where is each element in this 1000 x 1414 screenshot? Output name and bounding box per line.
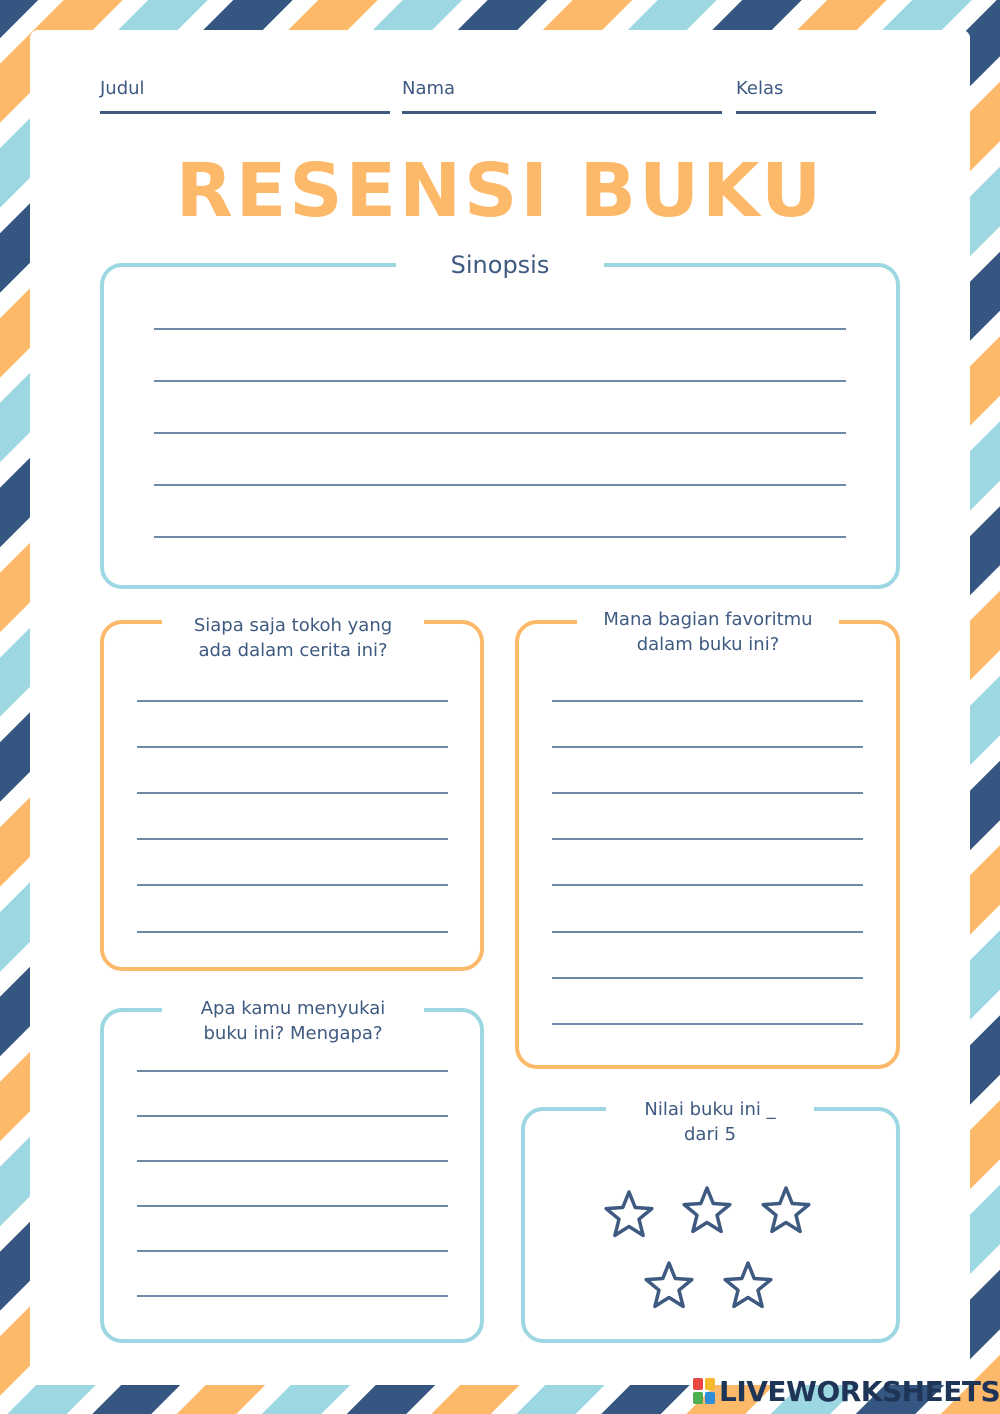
tokoh-title-line2: ada dalam cerita ini? [198, 640, 388, 661]
suka-title [162, 996, 424, 1046]
judul-label: Judul [100, 78, 145, 99]
tokoh-line[interactable] [137, 884, 448, 886]
tokoh-line[interactable] [137, 931, 448, 933]
liveworksheets-logo [693, 1373, 1000, 1409]
nama-field[interactable] [402, 78, 722, 114]
suka-line[interactable] [137, 1205, 448, 1207]
sinopsis-title: Sinopsis [396, 250, 604, 280]
suka-title-line2: buku ini? Mengapa? [203, 1023, 383, 1044]
favorit-line[interactable] [552, 792, 863, 794]
page-title: RESENSI BUKU [175, 148, 825, 234]
sinopsis-line[interactable] [154, 380, 846, 382]
tokoh-title-line1: Siapa saja tokoh yang [193, 615, 393, 636]
tokoh-line[interactable] [137, 746, 448, 748]
star-icon[interactable] [679, 1183, 735, 1239]
star-icon[interactable] [641, 1258, 697, 1314]
favorit-title-line2: dalam buku ini? [636, 634, 780, 655]
sinopsis-line[interactable] [154, 536, 846, 538]
favorit-line[interactable] [552, 977, 863, 979]
sinopsis-box [100, 263, 900, 589]
star-icon[interactable] [720, 1258, 776, 1314]
kelas-field[interactable] [736, 78, 876, 114]
favorit-line[interactable] [552, 838, 863, 840]
logo-mark-icon [693, 1378, 715, 1404]
suka-line[interactable] [137, 1115, 448, 1117]
favorit-line[interactable] [552, 746, 863, 748]
suka-line[interactable] [137, 1295, 448, 1297]
tokoh-title [162, 613, 424, 663]
suka-box [100, 1008, 484, 1343]
suka-line[interactable] [137, 1250, 448, 1252]
nilai-title-line1: Nilai buku ini _ [644, 1099, 776, 1120]
favorit-title [577, 607, 839, 657]
suka-title-line1: Apa kamu menyukai [200, 998, 386, 1019]
star-icon[interactable] [758, 1183, 814, 1239]
suka-line[interactable] [137, 1070, 448, 1072]
favorit-title-line1: Mana bagian favoritmu [603, 609, 813, 630]
sinopsis-line[interactable] [154, 328, 846, 330]
judul-field[interactable] [100, 78, 390, 114]
favorit-box [515, 620, 900, 1069]
tokoh-line[interactable] [137, 700, 448, 702]
favorit-line[interactable] [552, 931, 863, 933]
tokoh-box [100, 620, 484, 971]
sinopsis-line[interactable] [154, 432, 846, 434]
kelas-label: Kelas [736, 78, 784, 99]
logo-text: LIVEWORKSHEETS [719, 1374, 1000, 1408]
nilai-title [606, 1097, 814, 1147]
favorit-line[interactable] [552, 1023, 863, 1025]
nama-label: Nama [402, 78, 456, 99]
favorit-line[interactable] [552, 700, 863, 702]
nilai-title-line2: dari 5 [683, 1124, 737, 1145]
sinopsis-line[interactable] [154, 484, 846, 486]
tokoh-line[interactable] [137, 792, 448, 794]
tokoh-line[interactable] [137, 838, 448, 840]
favorit-line[interactable] [552, 884, 863, 886]
star-icon[interactable] [601, 1187, 657, 1243]
suka-line[interactable] [137, 1160, 448, 1162]
